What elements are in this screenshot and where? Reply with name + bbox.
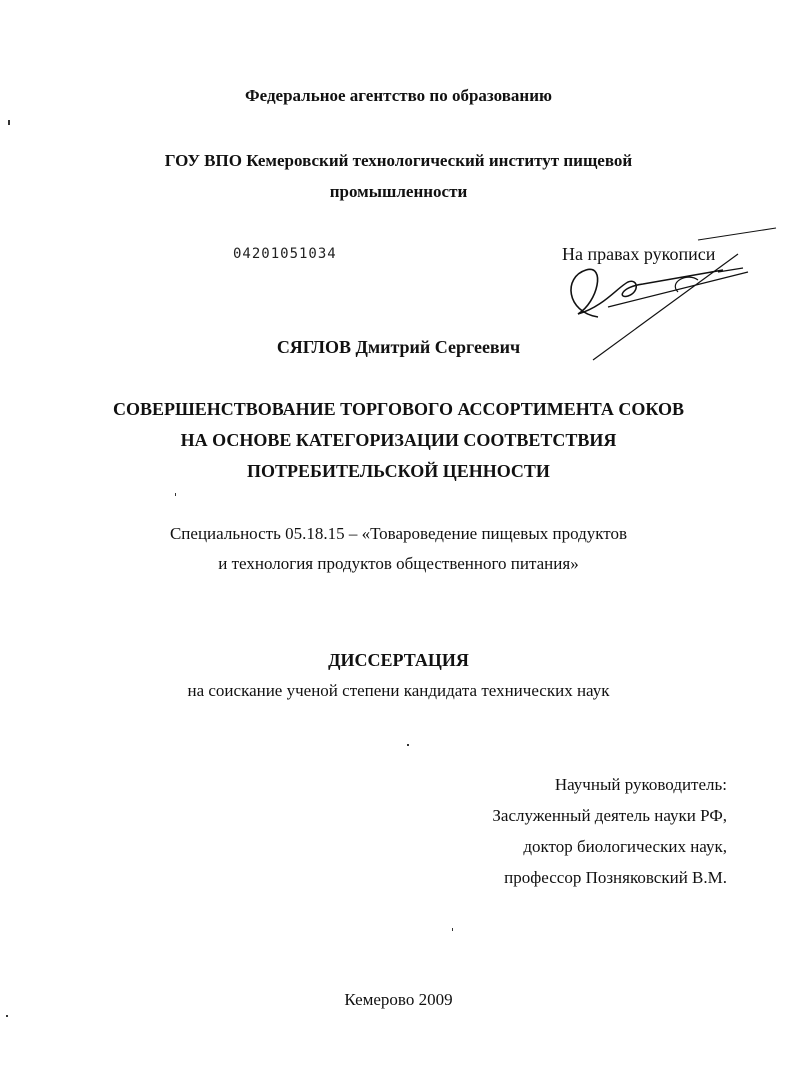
scan-speck bbox=[6, 1015, 8, 1017]
title-line-2: НА ОСНОВЕ КАТЕГОРИЗАЦИИ СООТВЕТСТВИЯ bbox=[180, 430, 617, 450]
scan-speck bbox=[175, 493, 176, 496]
institute-line-2: промышленности bbox=[329, 182, 468, 201]
title-line-3: ПОТРЕБИТЕЛЬСКОЙ ЦЕННОСТИ bbox=[247, 461, 550, 481]
supervisor-degree: доктор биологических наук, bbox=[523, 837, 727, 856]
supervisor-label: Научный руководитель: bbox=[554, 775, 727, 794]
supervisor-honor: Заслуженный деятель науки РФ, bbox=[492, 806, 727, 825]
city-year: Кемерово 2009 bbox=[344, 990, 453, 1009]
agency-heading: Федеральное агентство по образованию bbox=[245, 86, 552, 105]
author-name: СЯГЛОВ Дмитрий Сергеевич bbox=[276, 337, 521, 357]
scan-speck bbox=[8, 120, 10, 125]
specialty-line-2: и технология продуктов общественного питания» bbox=[218, 554, 579, 573]
degree-line: на соискание ученой степени кандидата технических наук bbox=[187, 681, 610, 700]
scan-speck bbox=[452, 928, 453, 931]
specialty-line-1: Специальность 05.18.15 – «Товароведение пищевых продуктов bbox=[169, 524, 628, 543]
title-line-1: СОВЕРШЕНСТВОВАНИЕ ТОРГОВОГО АССОРТИМЕНТА СОКОВ bbox=[113, 399, 684, 419]
rights-note: На правах рукописи bbox=[562, 244, 716, 264]
record-code: 04201051034 bbox=[233, 246, 337, 262]
institute-line-1: ГОУ ВПО Кемеровский технологический институт пищевой bbox=[164, 151, 633, 170]
scan-speck bbox=[407, 744, 409, 746]
document-type: ДИССЕРТАЦИЯ bbox=[328, 650, 469, 670]
supervisor-name: профессор Позняковский В.М. bbox=[504, 868, 727, 887]
